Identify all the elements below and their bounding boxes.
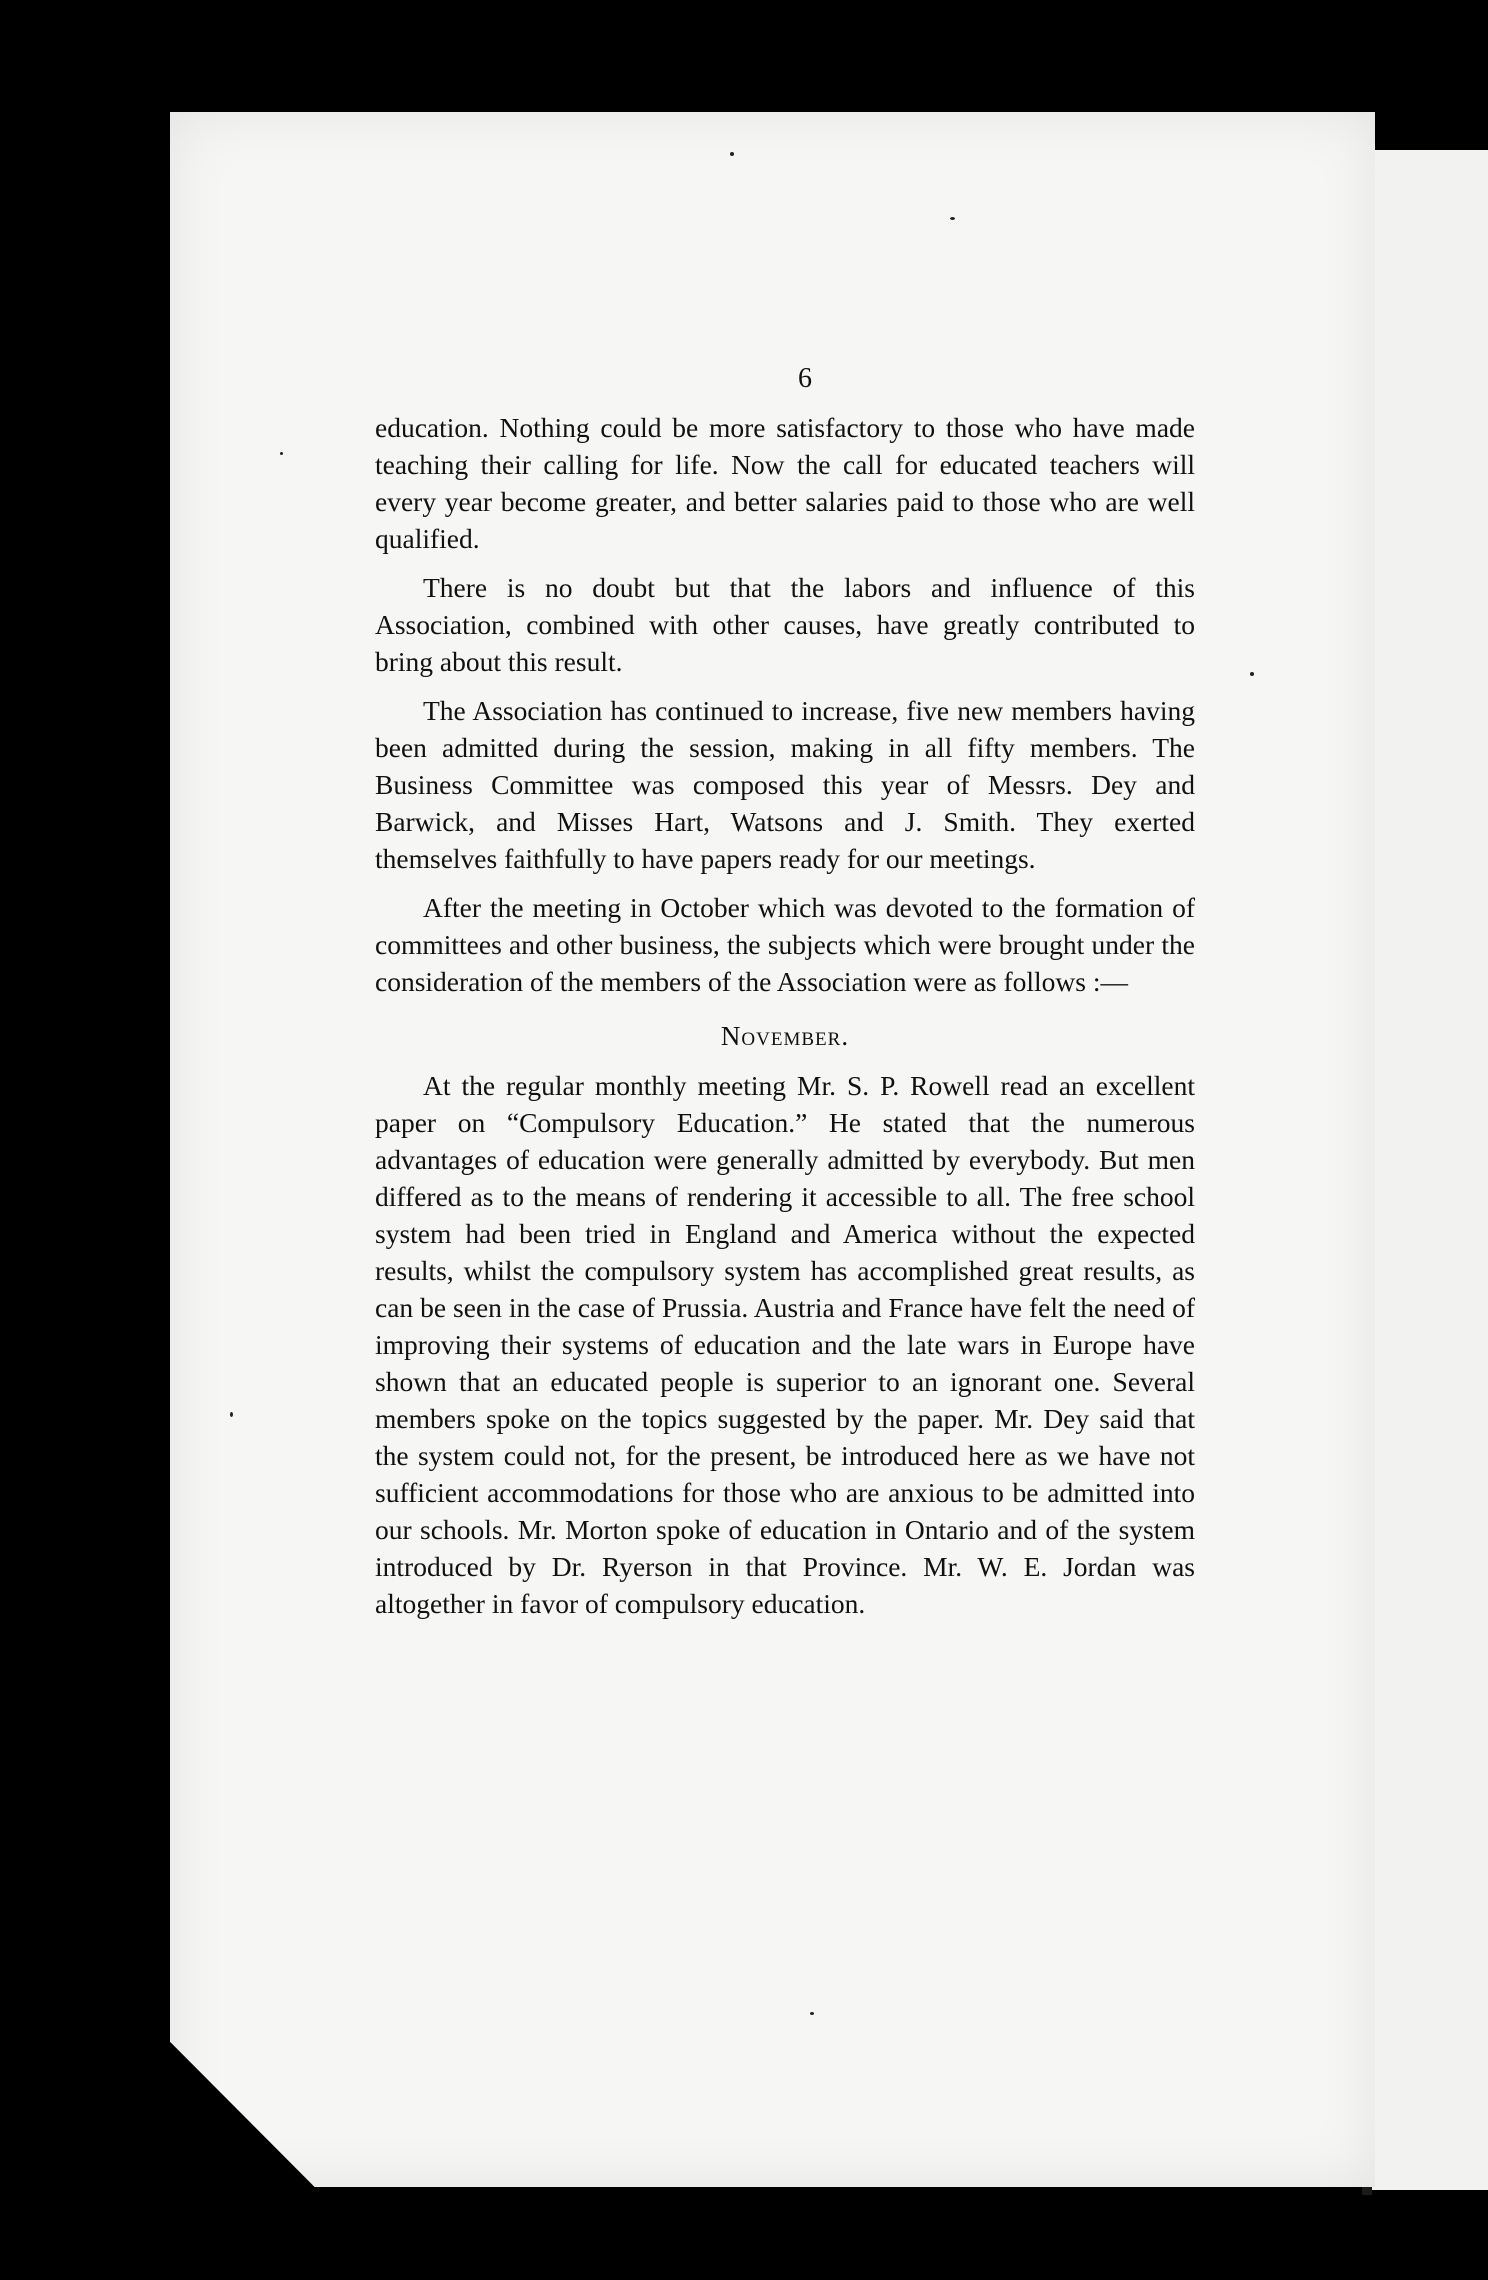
paragraph-november: At the regular monthly meeting Mr. S. P. Rowell read an excellent paper on “Compulsory Education.” He stated that the numerous advantages of education were generally admitted by everybody. But men differed as to the means of rendering it accessible to all. The free school system had been tried in England and America without the expected results, whilst the compulsory system has accomplished great results, as can be seen in the case of Prussia. Austria and France have felt the need of improving their systems of education and the late wars in Europe have shown that an educated people is superior to an ignorant one. Several members spoke on the topics suggested by the paper. Mr. Dey said that the system could not, for the present, be introduced here as we have not sufficient accommodations for those who are anxious to be admitted into our schools. Mr. Morton spoke of education in Ontario and of the system introduced by Dr. Ryerson in that Province. Mr. W. E. Jordan was altogether in favor of compulsory education. [375, 1070, 1195, 1619]
adjacent-page-edge [1370, 150, 1488, 2190]
speck [730, 152, 734, 156]
paragraph-3: The Association has continued to increase, five new members having been admitted during the session, making in all fifty members. The Business Committee was composed this year of Messrs. Dey and Barwick, and Misses Hart, Watsons and J. Smith. They exerted themselves faithfully to have papers ready for our meetings. [375, 695, 1195, 874]
page-number: 6 [798, 363, 812, 394]
paragraph-2: There is no doubt but that the labors and influence of this Association, combined with other causes, have greatly contributed to bring about this result. [375, 572, 1195, 677]
paragraph-1: education. Nothing could be more satisfactory to those who have made teaching their calling for life. Now the call for educated teachers will every year become greater, and better salaries paid to those who are well qualified. [375, 412, 1195, 554]
speck [1250, 672, 1254, 676]
paragraph-4: After the meeting in October which was devoted to the formation of committees and other business, the subjects which were brought under the consideration of the members of the Association were as follows :— [375, 892, 1195, 997]
speck [230, 1412, 233, 1417]
speck [280, 452, 283, 455]
speck [950, 217, 955, 220]
speck [810, 2012, 814, 2015]
document-text [375, 360, 1195, 1634]
section-heading-november: November. [720, 1021, 850, 1051]
